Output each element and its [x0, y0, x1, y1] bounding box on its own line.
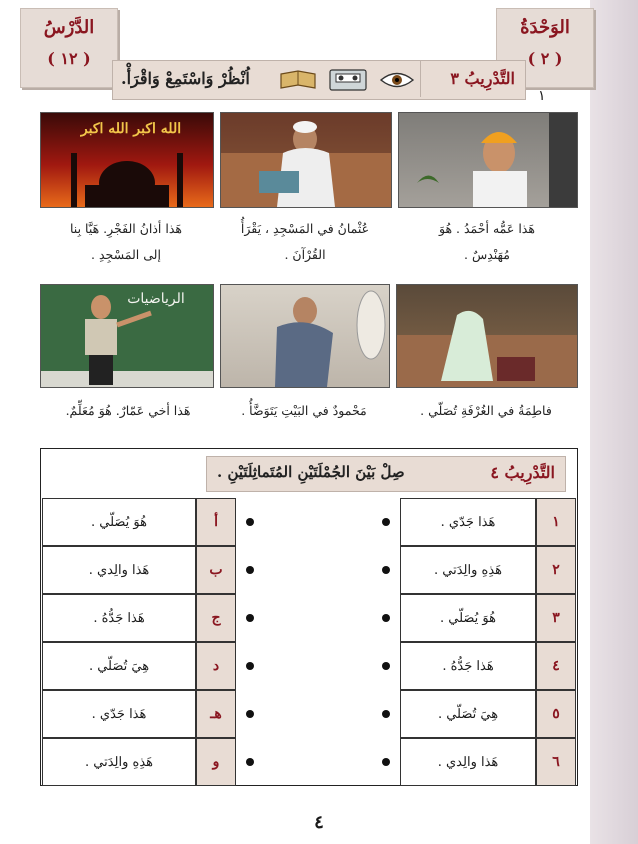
exercise3-label: التَّدْرِيبُ ٣ — [450, 69, 515, 88]
left-sentence: هَذا جَدّي . — [42, 690, 196, 738]
lesson-number: ( ١٢ ) — [47, 49, 91, 68]
photo-quran-reader — [220, 112, 392, 208]
exercise3-title: اُنْظُرْ وَاسْتَمِعْ وَاقْرَأْ. — [121, 69, 250, 88]
photo-ablution — [220, 284, 390, 388]
match-dot-right[interactable] — [382, 566, 390, 574]
eye-icon — [379, 69, 415, 91]
reader-illustration — [221, 113, 391, 207]
exercise4-label: التَّدْرِيبُ ٤ — [490, 463, 555, 482]
match-dot-left[interactable] — [246, 614, 254, 622]
left-sentence: هَذا جَدُّهُ . — [42, 594, 196, 642]
right-sentence: هِيَ تُصَلّي . — [400, 690, 536, 738]
page-edge — [590, 0, 638, 844]
caption-1 — [398, 216, 576, 268]
match-dot-left[interactable] — [246, 710, 254, 718]
board-word: الرياضيات — [127, 291, 185, 307]
right-sentence: هَذا جَدُّهُ . — [400, 642, 536, 690]
row-letter: و — [196, 738, 236, 786]
left-sentence: هُوَ يُصَلّي . — [42, 498, 196, 546]
caption-6-line1: هَذا أخي عَمّارٌ. هُوَ مُعَلِّمٌ. — [65, 403, 191, 418]
row-letter: د — [196, 642, 236, 690]
left-sentence: هِيَ تُصَلّي . — [42, 642, 196, 690]
photo-mosque-dawn — [40, 112, 214, 208]
photo-engineer — [398, 112, 578, 208]
caption-3 — [40, 216, 212, 268]
page-number: ٤ — [314, 812, 324, 833]
praying-illustration — [397, 285, 577, 387]
caption-4-line1: فاطِمَةُ في الغُرْفَةِ تُصَلّي . — [420, 403, 552, 418]
photo-teacher — [40, 284, 214, 388]
left-sentence: هَذِهِ والِدَتي . — [42, 738, 196, 786]
right-sentence: هَذا جَدّي . — [400, 498, 536, 546]
row-number: ٤ — [536, 642, 576, 690]
match-dot-left[interactable] — [246, 662, 254, 670]
exercise3-side-mark: ١ — [538, 88, 546, 104]
caption-5-line1: مَحْمودٌ في البَيْتِ يَتَوَضَّأُ . — [241, 403, 367, 418]
match-dot-right[interactable] — [382, 614, 390, 622]
row-number: ٥ — [536, 690, 576, 738]
row-number: ٢ — [536, 546, 576, 594]
match-dot-left[interactable] — [246, 566, 254, 574]
unit-label: الوَحْدَةُ — [520, 17, 570, 38]
caption-2-line2: القُرْآنَ . — [284, 247, 326, 262]
match-dot-right[interactable] — [382, 518, 390, 526]
row-number: ١ — [536, 498, 576, 546]
caption-1-line1: هَذا عَمُّه أحْمَدُ . هُوَ — [439, 221, 535, 236]
mosque-sign-text: الله اكبر الله اكبر — [80, 121, 182, 137]
caption-4 — [396, 398, 576, 424]
caption-6 — [40, 398, 216, 424]
caption-2 — [220, 216, 390, 268]
caption-5 — [218, 398, 390, 424]
photo-praying-woman — [396, 284, 578, 388]
caption-3-line2: إلى المَسْجِدِ . — [91, 247, 161, 262]
match-dot-left[interactable] — [246, 518, 254, 526]
row-number: ٣ — [536, 594, 576, 642]
book-icon — [279, 68, 317, 92]
match-dot-right[interactable] — [382, 758, 390, 766]
ablution-illustration — [221, 285, 389, 387]
exercise3-banner — [112, 60, 526, 100]
lesson-corner — [20, 8, 118, 88]
caption-2-line1: عُثْمانُ في المَسْجِدِ ، يَقْرَأُ — [240, 221, 370, 236]
row-letter: هـ — [196, 690, 236, 738]
row-letter: أ — [196, 498, 236, 546]
right-sentence: هَذا والِدي . — [400, 738, 536, 786]
exercise4-banner — [206, 456, 566, 492]
match-dot-right[interactable] — [382, 662, 390, 670]
left-sentence: هَذا والِدي . — [42, 546, 196, 594]
exercise4-title: صِلْ بَيْنَ الجُمْلَتَيْنِ المُتَماثِلَتَيْنِ . — [217, 463, 405, 481]
caption-1-line2: مُهَنْدِسٌ . — [464, 247, 510, 262]
engineer-illustration — [399, 113, 577, 207]
right-sentence: هَذِهِ والِدَتي . — [400, 546, 536, 594]
caption-3-line1: هَذا أذانُ الفَجْرِ. هَيَّا بِنا — [70, 221, 182, 236]
match-dot-right[interactable] — [382, 710, 390, 718]
row-letter: ب — [196, 546, 236, 594]
match-dot-left[interactable] — [246, 758, 254, 766]
unit-number: ( ٢ ) — [527, 49, 563, 68]
right-sentence: هُوَ يُصَلّي . — [400, 594, 536, 642]
row-number: ٦ — [536, 738, 576, 786]
cassette-icon — [329, 69, 367, 91]
lesson-label: الدَّرْسُ — [43, 17, 95, 38]
row-letter: ج — [196, 594, 236, 642]
